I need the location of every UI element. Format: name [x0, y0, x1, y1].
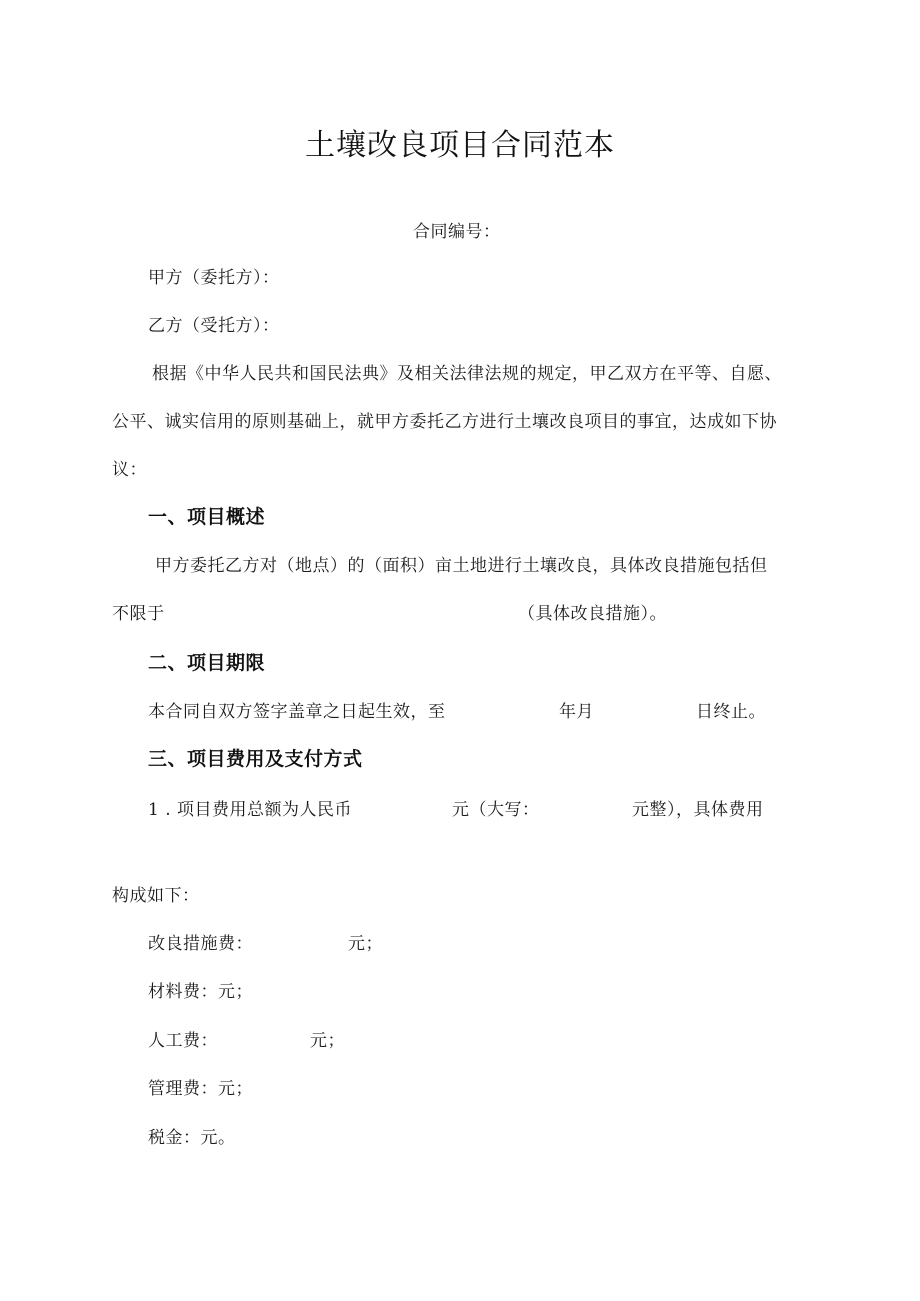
section-1-line-2-start: 不限于	[112, 604, 165, 624]
improvement-fee-unit: 元；	[348, 934, 383, 954]
preamble-line-3: 议：	[112, 460, 147, 480]
fee-item-1-part-2: 元（大写：	[452, 800, 540, 820]
fee-item-1-part-1: 1 . 项目费用总额为人民币	[148, 800, 353, 820]
term-text-part-1: 本合同自双方签字盖章之日起生效，至	[148, 702, 446, 722]
term-text-part-3: 日终止。	[696, 702, 766, 722]
fee-item-1-part-3: 元整），具体费用	[632, 800, 764, 820]
document-title: 土壤改良项目合同范本	[305, 128, 615, 163]
section-1-line-2-end: （具体改良措施）。	[518, 604, 667, 624]
material-fee: 材料费：元；	[148, 982, 253, 1002]
preamble-line-1: 根据《中华人民共和国民法典》及相关法律法规的规定，甲乙双方在平等、自愿、	[152, 364, 782, 384]
section-2-heading: 二、项目期限	[148, 652, 266, 674]
party-b-label: 乙方（受托方）：	[148, 316, 280, 336]
tax: 税金：元。	[148, 1128, 236, 1148]
section-1-line-1: 甲方委托乙方对（地点）的（面积）亩土地进行土壤改良，具体改良措施包括但	[155, 556, 768, 576]
labor-fee-label: 人工费：	[148, 1031, 218, 1051]
contract-number-label: 合同编号：	[413, 222, 501, 242]
management-fee: 管理费：元；	[148, 1079, 253, 1099]
section-1-heading: 一、项目概述	[148, 506, 266, 528]
section-3-heading: 三、项目费用及支付方式	[148, 748, 363, 770]
term-text-part-2: 年月	[559, 702, 594, 722]
improvement-fee-label: 改良措施费：	[148, 934, 253, 954]
preamble-line-2: 公平、诚实信用的原则基础上，就甲方委托乙方进行土壤改良项目的事宜，达成如下协	[112, 412, 777, 432]
cost-composition-label: 构成如下：	[112, 886, 200, 906]
party-a-label: 甲方（委托方）：	[148, 268, 280, 288]
labor-fee-unit: 元；	[310, 1031, 345, 1051]
